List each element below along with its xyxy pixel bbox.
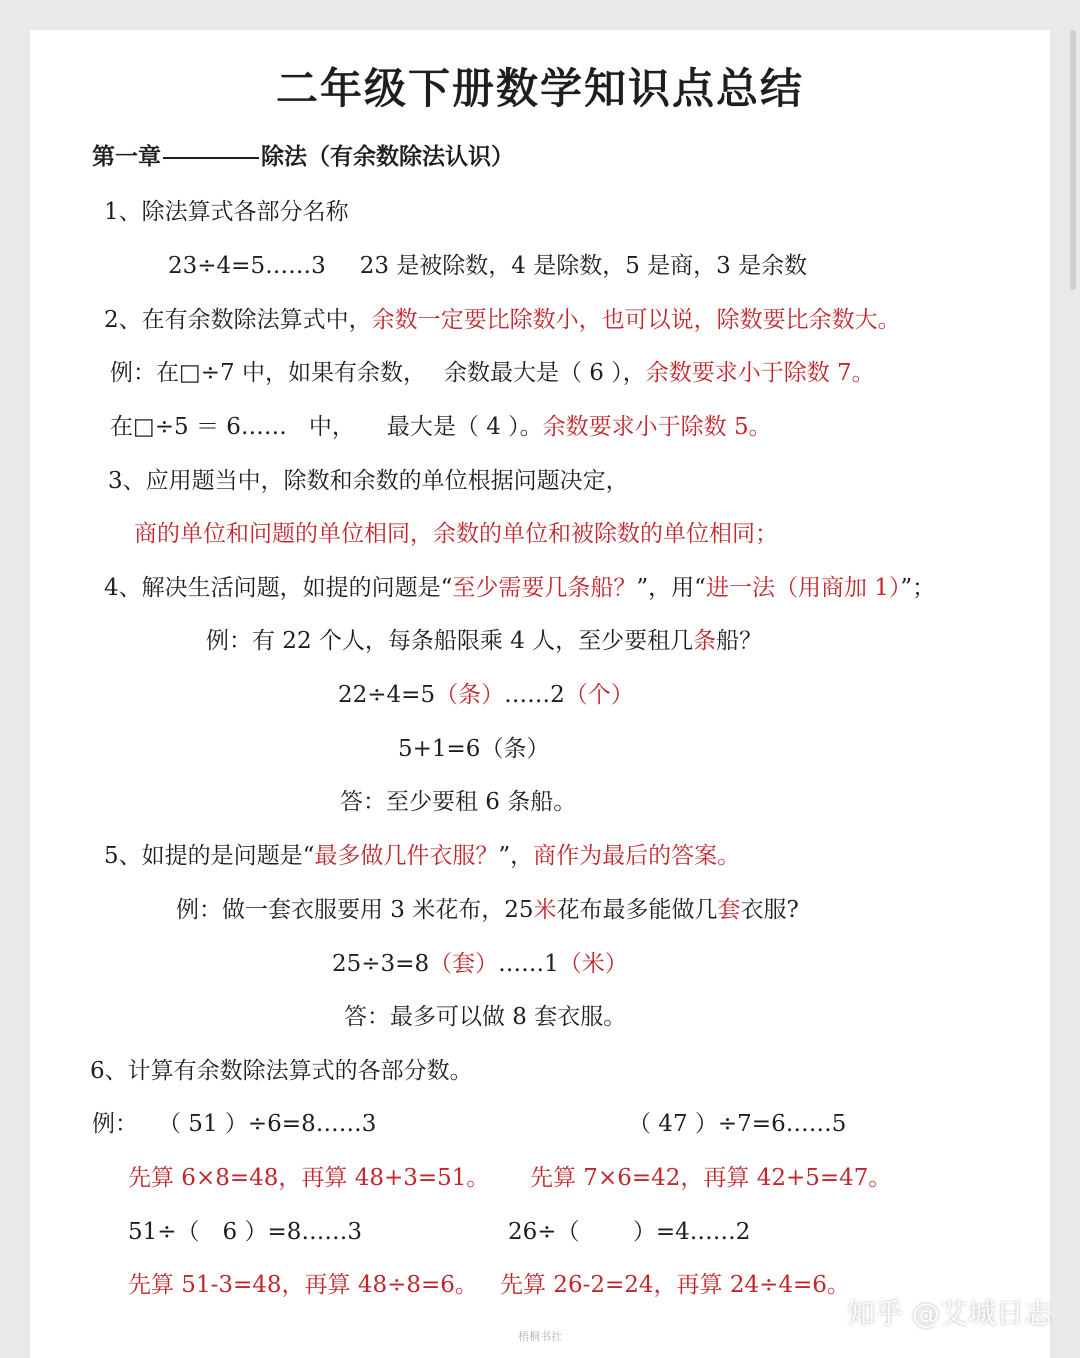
problem-1-question: （ 51 ）÷6=8……3 xyxy=(158,1111,377,1137)
section-5-rule: 商作为最后的答案。 xyxy=(533,843,741,869)
example-unit-2: 套 xyxy=(717,897,741,923)
section-4-end: ”； xyxy=(900,575,936,601)
example-2-answer: 最大是（ 4 ）。 xyxy=(386,414,543,440)
section-2-example-1 xyxy=(110,358,875,388)
zhihu-watermark: 知乎 @艾城日志 xyxy=(847,1297,1052,1330)
section-2-example-2 xyxy=(110,412,772,442)
page-title: 二年级下册数学知识点总结 xyxy=(275,64,804,113)
calc-unit-2: （个） xyxy=(564,682,634,708)
section-4-example xyxy=(206,626,762,656)
section-1-heading: 1、除法算式各部分名称 xyxy=(104,199,349,225)
section-6-problem-2: （ 47 ）÷7=6……5 xyxy=(628,1111,847,1137)
footer-mark: 梧桐书社 xyxy=(518,1330,562,1343)
section-5-calc xyxy=(332,949,628,979)
example-unit-1: 米 xyxy=(533,897,557,923)
calc-formula: 22÷4=5 xyxy=(338,682,436,708)
example-2-mid: 中， xyxy=(308,414,355,440)
section-6-solution-2: 先算 7×6=42，再算 42+5=47。 xyxy=(530,1165,892,1191)
section-5-mid: ”， xyxy=(498,843,534,869)
calc-formula: 25÷3=8 xyxy=(332,951,430,977)
section-6-solution-3: 先算 51-3=48，再算 48÷8=6。 xyxy=(128,1272,478,1298)
calc-remainder: ……1 xyxy=(498,951,559,977)
section-4-answer: 答：至少要租 6 条船。 xyxy=(340,789,577,815)
example-1-note: 余数要求小于除数 7。 xyxy=(645,360,875,386)
calc-unit-1: （条） xyxy=(435,682,505,708)
section-4-calc-2: 5+1=6（条） xyxy=(398,736,550,762)
section-5-heading xyxy=(104,841,740,871)
section-4-question: 至少需要几条船？ xyxy=(452,575,637,601)
example-1-text: 例：在□÷7 中，如果有余数， xyxy=(110,360,426,386)
section-5-answer: 答：最多可以做 8 套衣服。 xyxy=(344,1004,627,1030)
example-end: 船？ xyxy=(716,628,763,654)
section-4-calc-1 xyxy=(338,680,634,710)
example-label: 例： xyxy=(92,1111,138,1137)
section-2-lead: 2、在有余数除法算式中， xyxy=(104,307,372,333)
division-formula: 23÷4=5……3 xyxy=(168,253,326,279)
example-2-note: 余数要求小于除数 5。 xyxy=(542,414,772,440)
example-text: 例：做一套衣服要用 3 米花布，25 xyxy=(176,897,534,923)
chapter-dash xyxy=(163,157,259,159)
example-mid: 花布最多能做几 xyxy=(556,897,718,923)
section-6-heading: 6、计算有余数除法算式的各部分数。 xyxy=(90,1058,473,1084)
section-3-heading: 3、应用题当中，除数和余数的单位根据问题决定， xyxy=(108,468,629,494)
example-1-answer: 余数最大是（ 6 ）， xyxy=(443,360,646,386)
section-4-lead: 4、解决生活问题，如提的问题是“ xyxy=(104,575,453,601)
section-5-lead: 5、如提的是问题是“ xyxy=(104,843,315,869)
section-6-problem-4: 26÷（ ）=4……2 xyxy=(508,1219,751,1245)
calc-remainder: ……2 xyxy=(504,682,565,708)
section-5-example xyxy=(176,895,799,925)
section-2-heading xyxy=(104,305,901,335)
chapter-number: 第一章 xyxy=(92,143,161,170)
example-end: 衣服? xyxy=(740,897,799,923)
section-4-heading xyxy=(104,573,935,603)
chapter-heading xyxy=(92,142,514,172)
example-text: 例：有 22 个人，每条船限乘 4 人，至少要租几 xyxy=(206,628,694,654)
section-3-rule: 商的单位和问题的单位相同，余数的单位和被除数的单位相同； xyxy=(134,521,778,547)
section-4-method: 进一法（用商加 1） xyxy=(705,575,901,601)
section-6-solution-1: 先算 6×8=48，再算 48+3=51。 xyxy=(128,1165,490,1191)
chapter-topic: 除法（有余数除法认识） xyxy=(261,143,514,170)
section-4-mid: ”，用“ xyxy=(636,575,706,601)
section-5-question: 最多做几件衣服？ xyxy=(314,843,499,869)
section-6-problem-3: 51÷（ 6 ）=8……3 xyxy=(128,1219,363,1245)
section-6-solution-4: 先算 26-2=24，再算 24÷4=6。 xyxy=(500,1272,850,1298)
calc-unit-2: （米） xyxy=(558,951,628,977)
example-unit: 条 xyxy=(693,628,717,654)
section-2-rule: 余数一定要比除数小，也可以说，除数要比余数大。 xyxy=(371,307,901,333)
example-2-text: 在□÷5 ＝ 6…… xyxy=(110,414,287,440)
section-6-problem-1 xyxy=(92,1109,376,1139)
calc-unit-1: （套） xyxy=(429,951,499,977)
section-1-example xyxy=(168,251,807,281)
formula-description: 23 是被除数，4 是除数，5 是商，3 是余数 xyxy=(359,253,808,279)
